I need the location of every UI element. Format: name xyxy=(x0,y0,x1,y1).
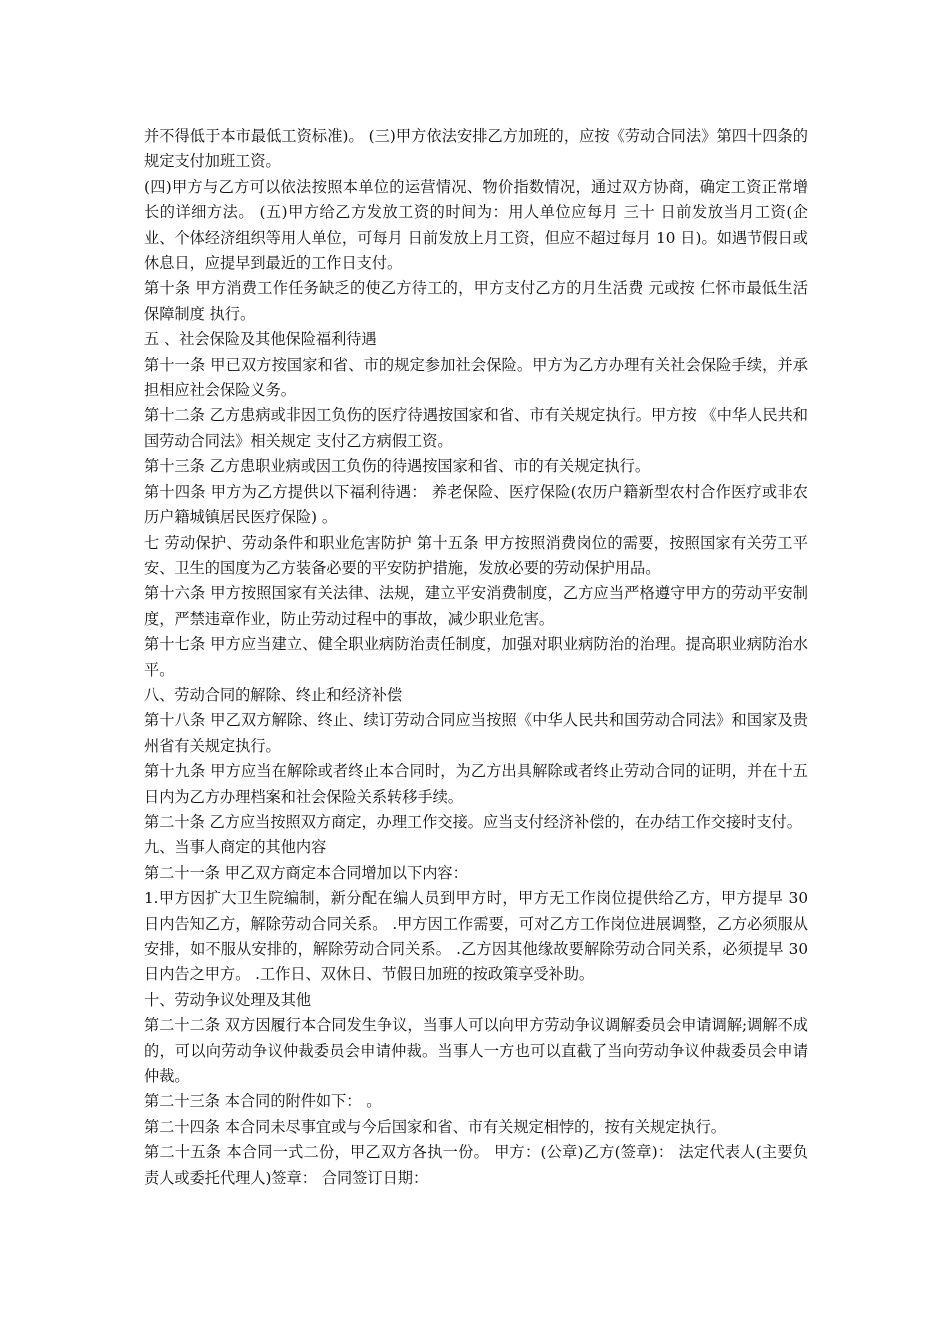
section-heading-social-insurance: 五 、社会保险及其他保险福利待遇 xyxy=(144,330,377,349)
paragraph-wage-growth: (四)甲方与乙方可以依法按照本单位的运营情况、物价指数情况，通过双方协商，确定工资正常增长的详细方法。 (五)甲方给乙方发放工资的时间为：用人单位应每月 三十 日前发放当月工资(企业、个体经济组织等用人单位，可每月 日前发放上月工资，但应不超过每月 10 日)。如遇节假日或休息日，应提早到最近的工作日支付。 xyxy=(144,177,808,273)
paragraph-article-21: 第二十一条 甲乙双方商定本合同增加以下内容： xyxy=(144,863,468,882)
document-body xyxy=(144,124,808,1191)
paragraph-article-24: 第二十四条 本合同未尽事宜或与今后国家和省、市有关规定相悖的，按有关规定执行。 xyxy=(144,1117,726,1136)
paragraph-article-25-signatures: 第二十五条 本合同一式二份，甲乙双方各执一份。 甲方：(公章)乙方(签章)： 法定代表人(主要负责人或委托代理人)签章： 合同签订日期： xyxy=(144,1143,808,1187)
paragraph-article-11: 第十一条 甲已双方按国家和省、市的规定参加社会保险。甲方为乙方办理有关社会保险手续，并承担相应社会保险义务。 xyxy=(144,355,808,400)
paragraph-article-20: 第二十条 乙方应当按照双方商定，办理工作交接。应当支付经济补偿的，在办结工作交接时支付。 xyxy=(144,812,802,831)
paragraph-article-17: 第十七条 甲方应当建立、健全职业病防治责任制度，加强对职业病防治的治理。提高职业病防治水平。 xyxy=(144,635,808,679)
section-heading-termination: 八、劳动合同的解除、终止和经济补偿 xyxy=(144,685,403,704)
paragraph-article-22: 第二十二条 双方因履行本合同发生争议，当事人可以向甲方劳动争议调解委员会申请调解;调解不成的，可以向劳动争议仲裁委员会申请仲裁。当事人一方也可以直截了当向劳动争议仲裁委员会申请仲裁。 xyxy=(144,1016,808,1086)
paragraph-added-terms: 1.甲方因扩大卫生院编制，新分配在编人员到甲方时，甲方无工作岗位提供给乙方，甲方提早 30 日内告知乙方，解除劳动合同关系。 .甲方因工作需要，可对乙方工作岗位进展调整，乙方必须服从安排，如不服从安排的，解除劳动合同关系。 .乙方因其他缘故要解除劳动合同关系，必须提早 30 日内告之甲方。 .工作日、双休日、节假日加班的按政策享受补助。 xyxy=(144,889,808,984)
paragraph-article-16: 第十六条 甲方按照国家有关法律、法规，建立平安消费制度，乙方应当严格遵守甲方的劳动平安制度，严禁违章作业，防止劳动过程中的事故，减少职业危害。 xyxy=(144,584,808,628)
paragraph-article-19: 第十九条 甲方应当在解除或者终止本合同时，为乙方出具解除或者终止劳动合同的证明，并在十五日内为乙方办理档案和社会保险关系转移手续。 xyxy=(144,762,808,806)
paragraph-article-23: 第二十三条 本合同的附件如下： 。 xyxy=(144,1092,382,1111)
paragraph-article-10: 第十条 甲方消费工作任务缺乏的使乙方待工的，甲方支付乙方的月生活费 元或按 仁怀市最低生活保障制度 执行。 xyxy=(144,279,808,323)
paragraph-article-12: 第十二条 乙方患病或非因工负伤的医疗待遇按国家和省、市有关规定执行。甲方按 《中华人民共和国劳动合同法》相关规定 支付乙方病假工资。 xyxy=(144,406,808,450)
paragraph-wage-standard: 并不得低于本市最低工资标准)。 (三)甲方依法安排乙方加班的，应按《劳动合同法》第四十四条的规定支付加班工资。 xyxy=(144,127,808,171)
paragraph-article-15: 七 劳动保护、劳动条件和职业危害防护 第十五条 甲方按照消费岗位的需要，按照国家有关劳工平安、卫生的国度为乙方装备必要的平安防护措施，发放必要的劳动保护用品。 xyxy=(144,533,808,577)
paragraph-article-14: 第十四条 甲方为乙方提供以下福利待遇： 养老保险、医疗保险(农历户籍新型农村合作医疗或非农历户籍城镇居民医疗保险) 。 xyxy=(144,482,808,527)
section-heading-other-content: 九、当事人商定的其他内容 xyxy=(144,838,327,857)
section-heading-disputes: 十、劳动争议处理及其他 xyxy=(144,990,312,1009)
paragraph-article-18: 第十八条 甲乙双方解除、终止、续订劳动合同应当按照《中华人民共和国劳动合同法》和国家及贵州省有关规定执行。 xyxy=(144,711,808,755)
paragraph-article-13: 第十三条 乙方患职业病或因工负伤的待遇按国家和省、市的有关规定执行。 xyxy=(144,457,651,476)
